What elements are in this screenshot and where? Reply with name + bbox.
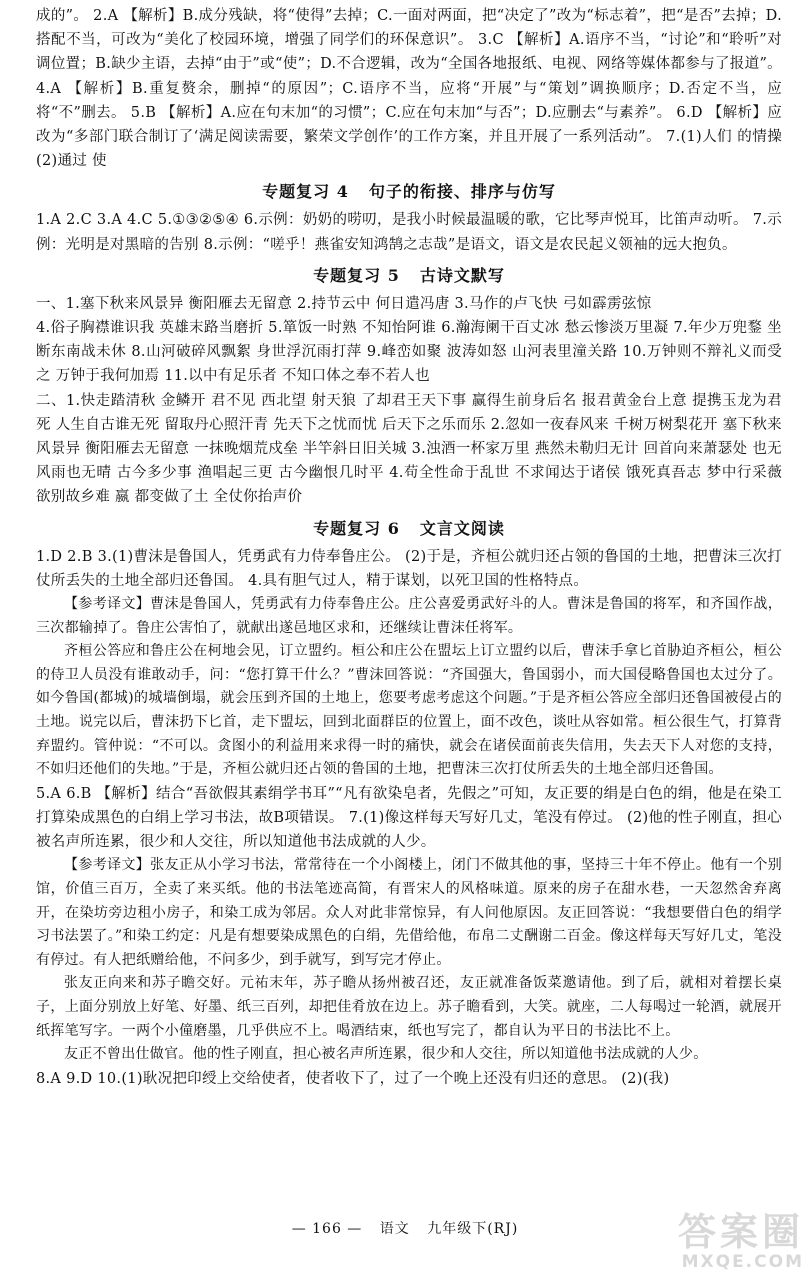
grade-label: 九年级下(RJ) bbox=[427, 1221, 519, 1237]
answer-block-classical-1: 1.D 2.B 3.(1)曹沫是鲁国人，凭勇武有力侍奉鲁庄公。 (2)于是，齐桓公就归还占领的鲁国的土地，把曹沫三次打仗所丢失的土地全部归还鲁国。 4.具有胆气过人，精于谋划，以死卫国的性格特点。 bbox=[36, 548, 782, 589]
section-number: 专题复习 5 bbox=[313, 265, 400, 285]
section-heading-6 bbox=[36, 516, 782, 542]
answer-block-topic3-tail: 成的”。 2.A 【解析】B.成分残缺，将“使得”去掉；C.一面对两面，把“决定了”改为“标志着”，把“是否”去掉；D.搭配不当，可改为“美化了校园环境，增强了同学们的环保意识”。 3.C 【解析】A.语序不当，“讨论”和“聆听”对调位置；B.缺少主语，去掉“由于”或“使”；D.不合逻辑，改为“全国各地报纸、电视、网络等媒体都参与了报道”。 4.A 【解析】B.重复赘余，删掉“的原因”；C.语序不当，应将“开展”与“策划”调换顺序；D.否定不当，应将“不”删去。 5.B 【解析】A.应在句末加“的习惯”；C.应在句末加“与否”；D.应删去“与素养”。 6.D 【解析】应改为“多部门联合制订了‘满足阅读需要，繁荣文学创作’的工作方案，并且开展了一系列活动”。 7.(1)人们 的情操 (2)通过 使 bbox=[36, 8, 782, 170]
answer-page bbox=[36, 4, 782, 1091]
section-heading-4 bbox=[36, 179, 782, 205]
page-number: — 166 — bbox=[291, 1221, 363, 1237]
translation-paragraph: 【参考译文】曹沫是鲁国人，凭勇武有力侍奉鲁庄公。庄公喜爱勇武好斗的人。曹沫是鲁国的将军，和齐国作战，三次都输掉了。鲁庄公害怕了，就献出遂邑地区求和，还继续让曹沫任将军。 bbox=[36, 596, 782, 636]
section-number: 专题复习 6 bbox=[313, 518, 400, 538]
section-number: 专题复习 4 bbox=[262, 182, 349, 202]
watermark-title: 答案圈 bbox=[677, 1210, 804, 1254]
answer-block-poetry-part3: 二、1.快走踏清秋 金鳞开 君不见 西北望 射天狼 了却君王天下事 赢得生前身后名 报君黄金台上意 提携玉龙为君死 人生自古谁无死 留取丹心照汗青 先天下之忧而忧 后天下之乐而乐 2.忽如一夜春风来 千树万树梨花开 塞下秋来风景异 衡阳雁去无留意 一抹晚烟荒戍垒 半竿斜日旧关城 3.浊酒一杯家万里 燕然未勒归无计 回首向来萧瑟处 也无风雨也无晴 古今多少事 渔唱起三更 古今幽恨几时平 4.苟全性命于乱世 不求闻达于诸侯 饿死真吾志 梦中行采薇 欲别故乡难 嬴 都变做了土 全仗你抬声价 bbox=[36, 392, 782, 506]
subject-label: 语文 bbox=[379, 1221, 410, 1237]
answer-block-topic4: 1.A 2.C 3.A 4.C 5.①③②⑤④ 6.示例：奶奶的唠叨，是我小时候最温暖的歌，它比琴声悦耳，比笛声动听。 7.示例：光明是对黑暗的告别 8.示例：“嗟乎！燕雀安知鸿鹄之志哉”是语文，语文是农民起义领袖的远大抱负。 bbox=[36, 212, 782, 253]
answer-block-poetry-part1: 一、1.塞下秋来风景异 衡阳雁去无留意 2.持节云中 何日遣冯唐 3.马作的卢飞快 弓如霹雳弦惊 bbox=[36, 295, 652, 312]
section-heading-5 bbox=[36, 263, 782, 289]
answer-block-classical-3: 8.A 9.D 10.(1)耿况把印绶上交给使者，使者收下了，过了一个晚上还没有归还的意思。 (2)(我) bbox=[36, 1070, 670, 1087]
answer-block-classical-2: 5.A 6.B 【解析】结合“吾欲假其素绢学书耳”“凡有欲染皂者，先假之”可知，友正要的绢是白色的绢，他是在染工打算染成黑色的白绢上学习书法，故B项错误。 7.(1)像这样每天写好几丈，笔没有停过。 (2)他的性子刚直，担心被名声所连累，很少和人交往，所以知道他书法成就的人少。 bbox=[36, 785, 782, 851]
section-title: 句子的衔接、排序与仿写 bbox=[368, 182, 556, 202]
translation-paragraph: 齐桓公答应和鲁庄公在柯地会见，订立盟约。桓公和庄公在盟坛上订立盟约以后，曹沫手拿匕首胁迫齐桓公，桓公的侍卫人员没有谁敢动手，问：“您打算干什么？”曹沫回答说：“齐国强大，鲁国弱小，而大国侵略鲁国也太过分了。如今鲁国(都城)的城墙倒塌，就会压到齐国的土地上，您要考虑考虑这个问题。”于是齐桓公答应全部归还鲁国被侵占的土地。说完以后，曹沫扔下匕首，走下盟坛，回到北面群臣的位置上，面不改色，谈吐从容如常。桓公很生气，打算背弃盟约。管仲说：“不可以。贪图小的利益用来求得一时的痛快，就会在诸侯面前丧失信用，失去天下人对您的支持，不如归还他们的失地。”于是，齐桓公就归还占领的鲁国的土地，把曹沫三次打仗所丢失的土地全部归还鲁国。 bbox=[36, 643, 782, 778]
section-title: 文言文阅读 bbox=[419, 518, 505, 538]
translation-paragraph: 张友正向来和苏子瞻交好。元祐末年，苏子瞻从扬州被召还，友正就准备饭菜邀请他。到了后，就相对着摆长桌子，上面分别放上好笔、好墨、纸三百列，却把佳肴放在边上。苏子瞻看到，大笑。就座，二人每喝过一轮酒，就展开纸挥笔写字。一两个小僮磨墨，几乎供应不上。喝酒结束，纸也写完了，都自认为平日的书法比不上。 bbox=[36, 975, 782, 1039]
watermark-logo bbox=[654, 1212, 804, 1274]
translation-paragraph: 【参考译文】张友正从小学习书法，常常待在一个小阁楼上，闭门不做其他的事，坚持三十年不停止。他有一个别馆，价值三百万，全卖了来买纸。他的书法笔迹高简，有晋宋人的风格味道。原来的房子在甜水巷，一天忽然舍弃离开，在染坊旁边租小房子，和染工成为邻居。众人对此非常惊异，有人问他原因。友正回答说：“我想要借白色的绢学习书法罢了。”和染工约定：凡是有想要染成黑色的白绢，先借给他，布帛二丈酬谢二百金。像这样每天写好几丈，笔没有停过。有人把纸赠给他，不问多少，到手就写，到写完才停止。 bbox=[36, 857, 782, 968]
section-title: 古诗文默写 bbox=[419, 265, 505, 285]
translation-paragraph: 友正不曾出仕做官。他的性子刚直，担心被名声所连累，很少和人交往，所以知道他书法成就的人少。 bbox=[64, 1046, 708, 1063]
watermark-url: MXQE.COM bbox=[681, 1252, 804, 1272]
answer-block-poetry-part2: 4.俗子胸襟谁识我 英雄末路当磨折 5.箪饭一时熟 不知怡阿谁 6.瀚海阑干百丈冰 愁云惨淡万里凝 7.年少万兜鍪 坐断东南战未休 8.山河破碎风飘絮 身世浮沉雨打萍 9.峰峦如聚 波涛如怒 山河表里潼关路 10.万钟则不辩礼义而受之 万钟于我何加焉 11.以中有足乐者 不知口体之奉不若人也 bbox=[36, 320, 782, 385]
